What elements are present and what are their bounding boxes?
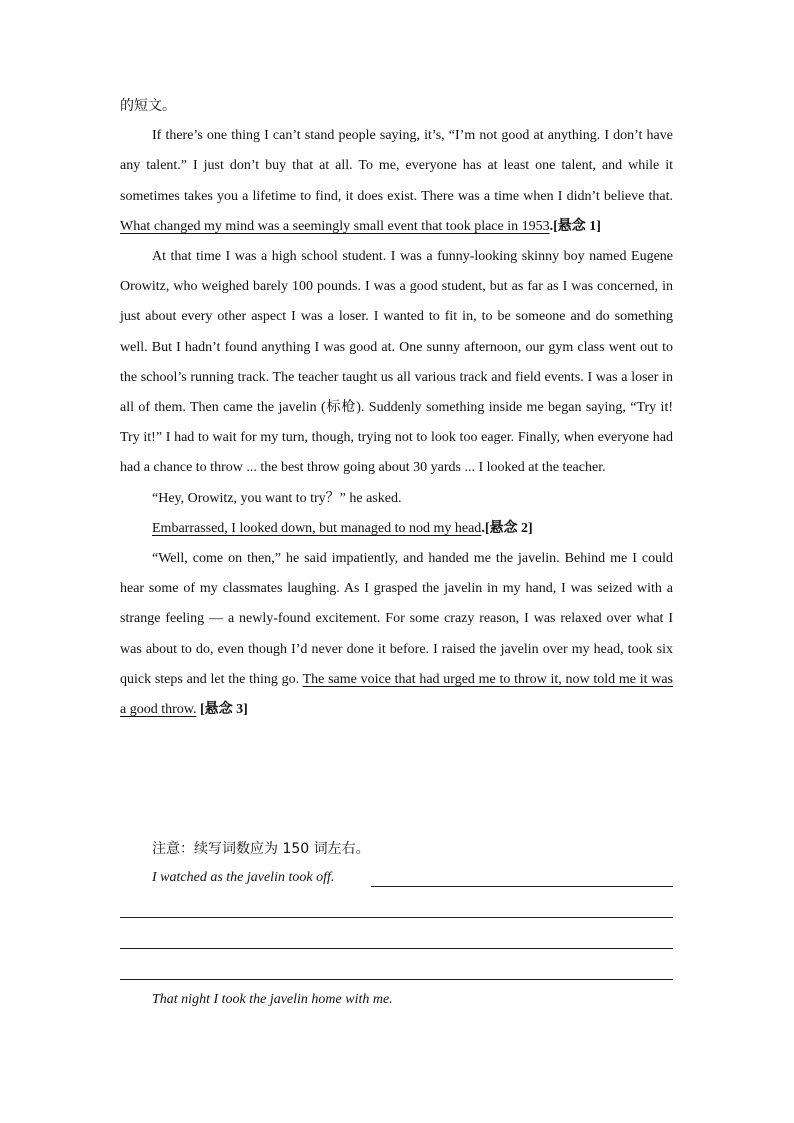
paragraph-4 [120,514,673,544]
writing-line-3[interactable] [120,948,673,949]
end-sentence: That night I took the javelin home with me. [152,992,393,1007]
paragraph-3: “Hey, Orowitz, you want to try？” he asked. [152,490,402,506]
paragraph-2: At that time I was a high school student. I was a funny-looking skinny boy named Eugene Orowitz, who weighed barely 100 pounds. I was a good student, but as far as I was concerned, in just about every other aspect I was a loser. I wanted to fit in, to be someone and do something well. But I hadn’t found anything I was good at. One sunny afternoon, our gym class went out to the school’s running track. The teacher taught us all various track and field events. I was a loser in all of them. Then came the javelin (标枪). Suddenly something inside me began saying, “Try it! Try it!” I had to wait for my turn, though, trying not to look too eager. Finally, when everyone had had a chance to throw ... the best throw going about 30 yards ... I looked at the teacher. [120,249,673,476]
writing-line-4[interactable] [120,979,673,980]
writing-line-2[interactable] [120,917,673,918]
suspense-tag-1: .[悬念 1] [549,218,601,234]
paragraph-5-text: “Well, come on then,” he said impatiently, and handed me the javelin. Behind me I could hear some of my classmates laughing. As I grasped the javelin in my hand, I was seized with a strange feeling — a newly-found excitement. For some crazy reason, I was relaxed over what I was about to do, even though I’d never done it before. I raised the javelin over my head, took six quick steps and let the thing go. [120,551,673,687]
paragraph-4-underlined: Embarrassed, I looked down, but managed to nod my head [152,520,482,536]
paragraph-1 [120,121,673,242]
paragraph-1-underlined: What changed my mind was a seemingly small event that took place in 1953 [120,218,550,234]
intro-line: 的短文。 [120,98,176,114]
start-sentence: I watched as the javelin took off. [152,870,335,885]
suspense-tag-2: .[悬念 2] [481,520,533,536]
article-body [120,91,673,725]
paragraph-5 [120,544,673,725]
word-count-note: 注意：续写词数应为 150 词左右。 [152,841,370,857]
suspense-tag-3: [悬念 3] [196,702,248,718]
paragraph-1-text: If there’s one thing I can’t stand people saying, it’s, “I’m not good at anything. I don’t have any talent.” I just don’t buy that at all. To me, everyone has at least one talent, and while it sometimes takes you a lifetime to find, it does exist. There was a time when I didn’t believe that. [120,128,673,204]
writing-line-1[interactable] [371,886,673,887]
paragraph-5-underlined: The same voice that had urged me to throw it, now told me it was a good throw. [120,671,673,718]
